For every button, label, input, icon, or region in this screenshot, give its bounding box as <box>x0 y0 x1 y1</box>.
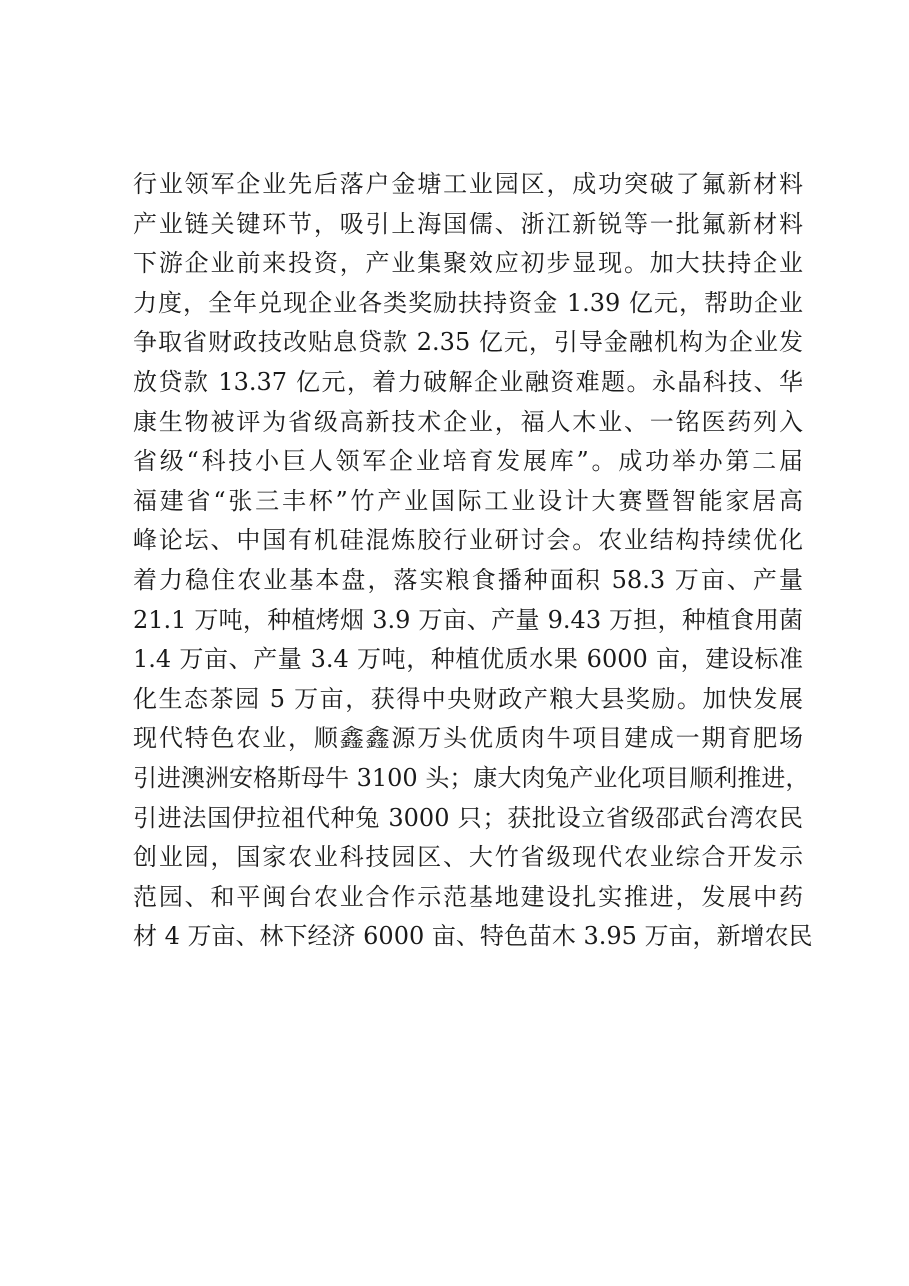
text-line: 着力稳住农业基本盘，落实粮食播种面积 58.3 万亩、产量 <box>133 565 803 594</box>
text-line: 放贷款 13.37 亿元，着力破解企业融资难题。永晶科技、华 <box>133 367 803 396</box>
text-line: 峰论坛、中国有机硅混炼胶行业研讨会。农业结构持续优化 <box>133 526 803 555</box>
text-line: 引进法国伊拉祖代种兔 3000 只；获批设立省级邵武台湾农民 <box>133 803 803 832</box>
text-line: 产业链关键环节，吸引上海国儒、浙江新锐等一批氟新材料 <box>133 209 803 238</box>
text-line: 创业园，国家农业科技园区、大竹省级现代农业综合开发示 <box>133 843 803 872</box>
text-line: 化生态茶园 5 万亩，获得中央财政产粮大县奖励。加快发展 <box>133 684 803 713</box>
text-line: 省级“科技小巨人领军企业培育发展库”。成功举办第二届 <box>133 447 803 476</box>
text-line: 引进澳洲安格斯母牛 3100 头；康大肉兔产业化项目顺利推进， <box>133 763 810 792</box>
text-line: 21.1 万吨，种植烤烟 3.9 万亩、产量 9.43 万担，种植食用菌 <box>133 605 803 634</box>
text-line: 争取省财政技改贴息贷款 2.35 亿元，引导金融机构为企业发 <box>133 328 803 357</box>
text-line: 下游企业前来投资，产业集聚效应初步显现。加大扶持企业 <box>133 249 803 278</box>
text-line: 1.4 万亩、产量 3.4 万吨，种植优质水果 6000 亩，建设标准 <box>133 645 803 674</box>
body-paragraph <box>133 165 813 957</box>
text-line: 范园、和平闽台农业合作示范基地建设扎实推进，发展中药 <box>133 882 803 911</box>
text-line: 现代特色农业，顺鑫鑫源万头优质肉牛项目建成一期育肥场 <box>133 724 803 753</box>
text-line: 力度，全年兑现企业各类奖励扶持资金 1.39 亿元，帮助企业 <box>133 288 803 317</box>
text-line: 材 4 万亩、林下经济 6000 亩、特色苗木 3.95 万亩，新增农民 <box>133 922 813 951</box>
text-line: 行业领军企业先后落户金塘工业园区，成功突破了氟新材料 <box>133 170 803 198</box>
text-line: 康生物被评为省级高新技术企业，福人木业、一铭医药列入 <box>133 407 803 436</box>
text-line: 福建省“张三丰杯”竹产业国际工业设计大赛暨智能家居高 <box>133 486 803 515</box>
